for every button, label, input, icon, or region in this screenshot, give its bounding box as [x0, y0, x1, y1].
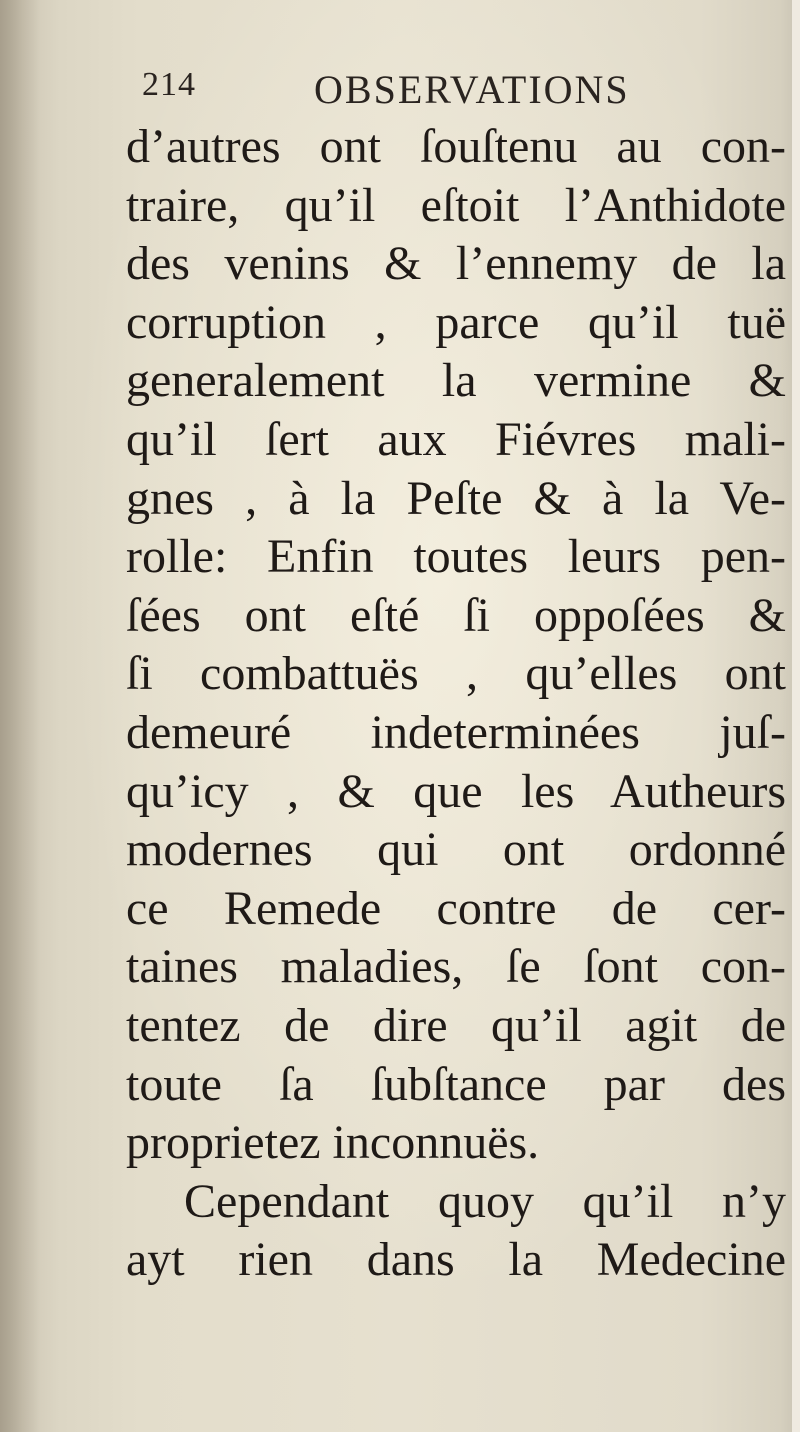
text-line-16: tentez de dire qu’il agit de [126, 998, 786, 1052]
text-line-5: generalement la vermine & [126, 354, 786, 408]
text-line-19: Cependant quoy qu’il n’y [184, 1174, 786, 1228]
text-line-2: traire, qu’il eſtoit l’Anthidote [126, 178, 786, 232]
text-line-18: proprietez inconnuës. [126, 1116, 540, 1170]
text-line-7: gnes , à la Peſte & à la Ve- [126, 471, 786, 525]
page-number: 214 [142, 66, 196, 103]
text-line-20: ayt rien dans la Medecine [126, 1233, 786, 1287]
text-line-9: ſées ont eſté ſi oppoſées & [126, 588, 786, 642]
text-line-12: qu’icy , & que les Autheurs [126, 764, 786, 818]
body-text [126, 118, 786, 1290]
text-line-6: qu’il ſert aux Fiévres mali- [126, 412, 786, 466]
text-line-4: corruption , parce qu’il tuë [126, 295, 786, 349]
page-gutter-shadow [0, 0, 40, 1432]
text-line-14: ce Remede contre de cer- [126, 881, 786, 935]
running-head: OBSERVATIONS [314, 67, 630, 112]
text-line-17: toute ſa ſubſtance par des [126, 1057, 786, 1111]
text-line-3: des venins & l’ennemy de la [126, 237, 786, 291]
page-edge [792, 0, 800, 1432]
page-header [142, 66, 662, 116]
text-line-1: d’autres ont ſouſtenu au con- [126, 120, 786, 173]
text-line-11: demeuré indeterminées juſ- [126, 705, 786, 759]
text-line-15: taines maladies, ſe ſont con- [126, 940, 786, 994]
text-line-10: ſi combattuës , qu’elles ont [126, 647, 786, 701]
text-line-8: rolle: Enfin toutes leurs pen- [126, 530, 786, 584]
text-line-13: modernes qui ont ordonné [126, 823, 786, 877]
